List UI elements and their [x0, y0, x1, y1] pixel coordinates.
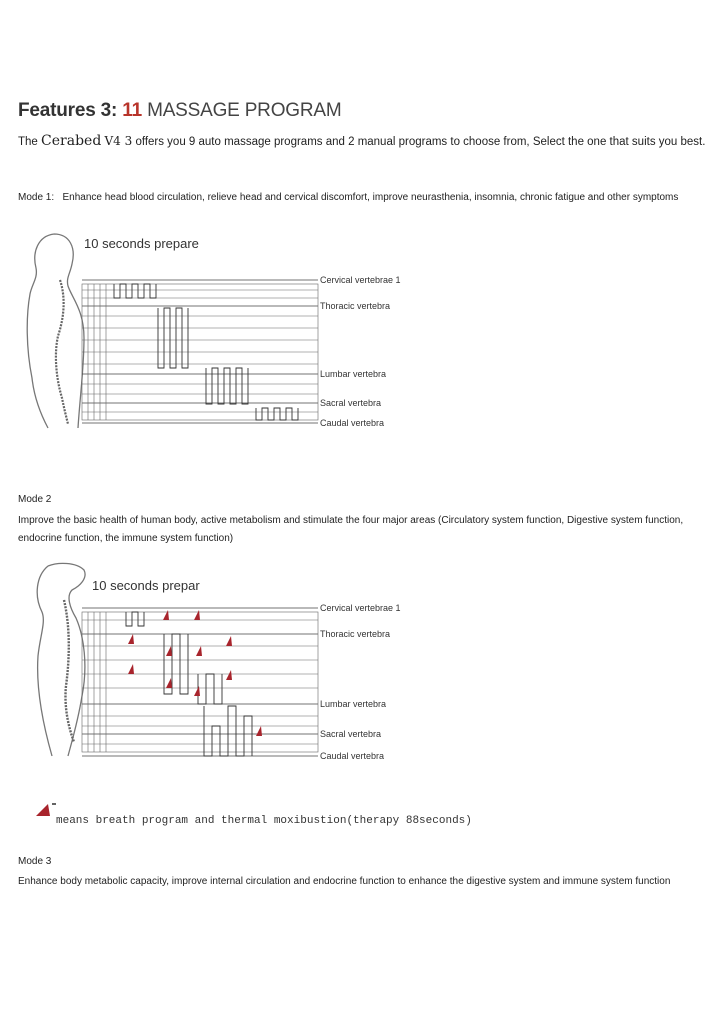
mode1-label-thoracic: Thoracic vertebra	[320, 301, 391, 311]
mode1-diagram	[18, 228, 418, 438]
mode1-diagram-title: 10 seconds prepare	[84, 236, 199, 251]
brand-name: Cerabed	[41, 133, 102, 149]
mode1-label-sacral: Sacral vertebra	[320, 398, 382, 408]
legend-text: means breath program and thermal moxibustion(therapy 88seconds)	[56, 815, 472, 827]
mode3-description: Enhance body metabolic capacity, improve internal circulation and endocrine function to enhance the digestive system and immune system function	[18, 876, 671, 887]
mode2-diagram-title: 10 seconds prepar	[92, 578, 200, 593]
mode2-label-caudal: Caudal vertebra	[320, 751, 385, 761]
mode2-label: Mode 2	[18, 494, 52, 505]
page-title	[18, 100, 342, 122]
model-name: V4 3	[104, 134, 133, 148]
mode3-label: Mode 3	[18, 856, 52, 867]
breath-marker-icon	[34, 800, 56, 818]
mode1-description: Enhance head blood circulation, relieve head and cervical discomfort, improve neurasthenia, insomnia, chronic fatigue and other symptoms	[62, 192, 679, 203]
mode2-label-cervical: Cervical vertebrae 1	[320, 603, 401, 613]
spine-icon	[56, 280, 68, 424]
mode1-description-block	[18, 189, 708, 207]
body-silhouette-icon	[27, 234, 84, 428]
heading-number: 11	[122, 100, 142, 121]
breath-markers	[128, 610, 262, 736]
mode2-description: Improve the basic health of human body, active metabolism and stimulate the four major areas (Circulatory system function, Digestive system function, endocrine function, the immune system function)	[18, 515, 684, 544]
mode2-diagram	[18, 556, 418, 776]
mode1-label-lumbar: Lumbar vertebra	[320, 369, 387, 379]
mode1-label-caudal: Caudal vertebra	[320, 418, 385, 428]
spine-icon	[64, 600, 74, 742]
body-silhouette-icon	[37, 563, 85, 756]
mode1-label-cervical: Cervical vertebrae 1	[320, 275, 401, 285]
mode1-label: Mode 1:	[18, 192, 55, 203]
intro-before: The	[18, 136, 38, 148]
intro-after: offers you 9 auto massage programs and 2 manual programs to choose from, Select the one that suits you best.	[135, 136, 706, 148]
heading-title: MASSAGE PROGRAM	[147, 100, 342, 121]
heading-prefix: Features 3:	[18, 100, 118, 121]
mode2-label-sacral: Sacral vertebra	[320, 729, 382, 739]
intro-paragraph	[18, 132, 708, 152]
mode2-label-thoracic: Thoracic vertebra	[320, 629, 391, 639]
mode2-label-lumbar: Lumbar vertebra	[320, 699, 387, 709]
